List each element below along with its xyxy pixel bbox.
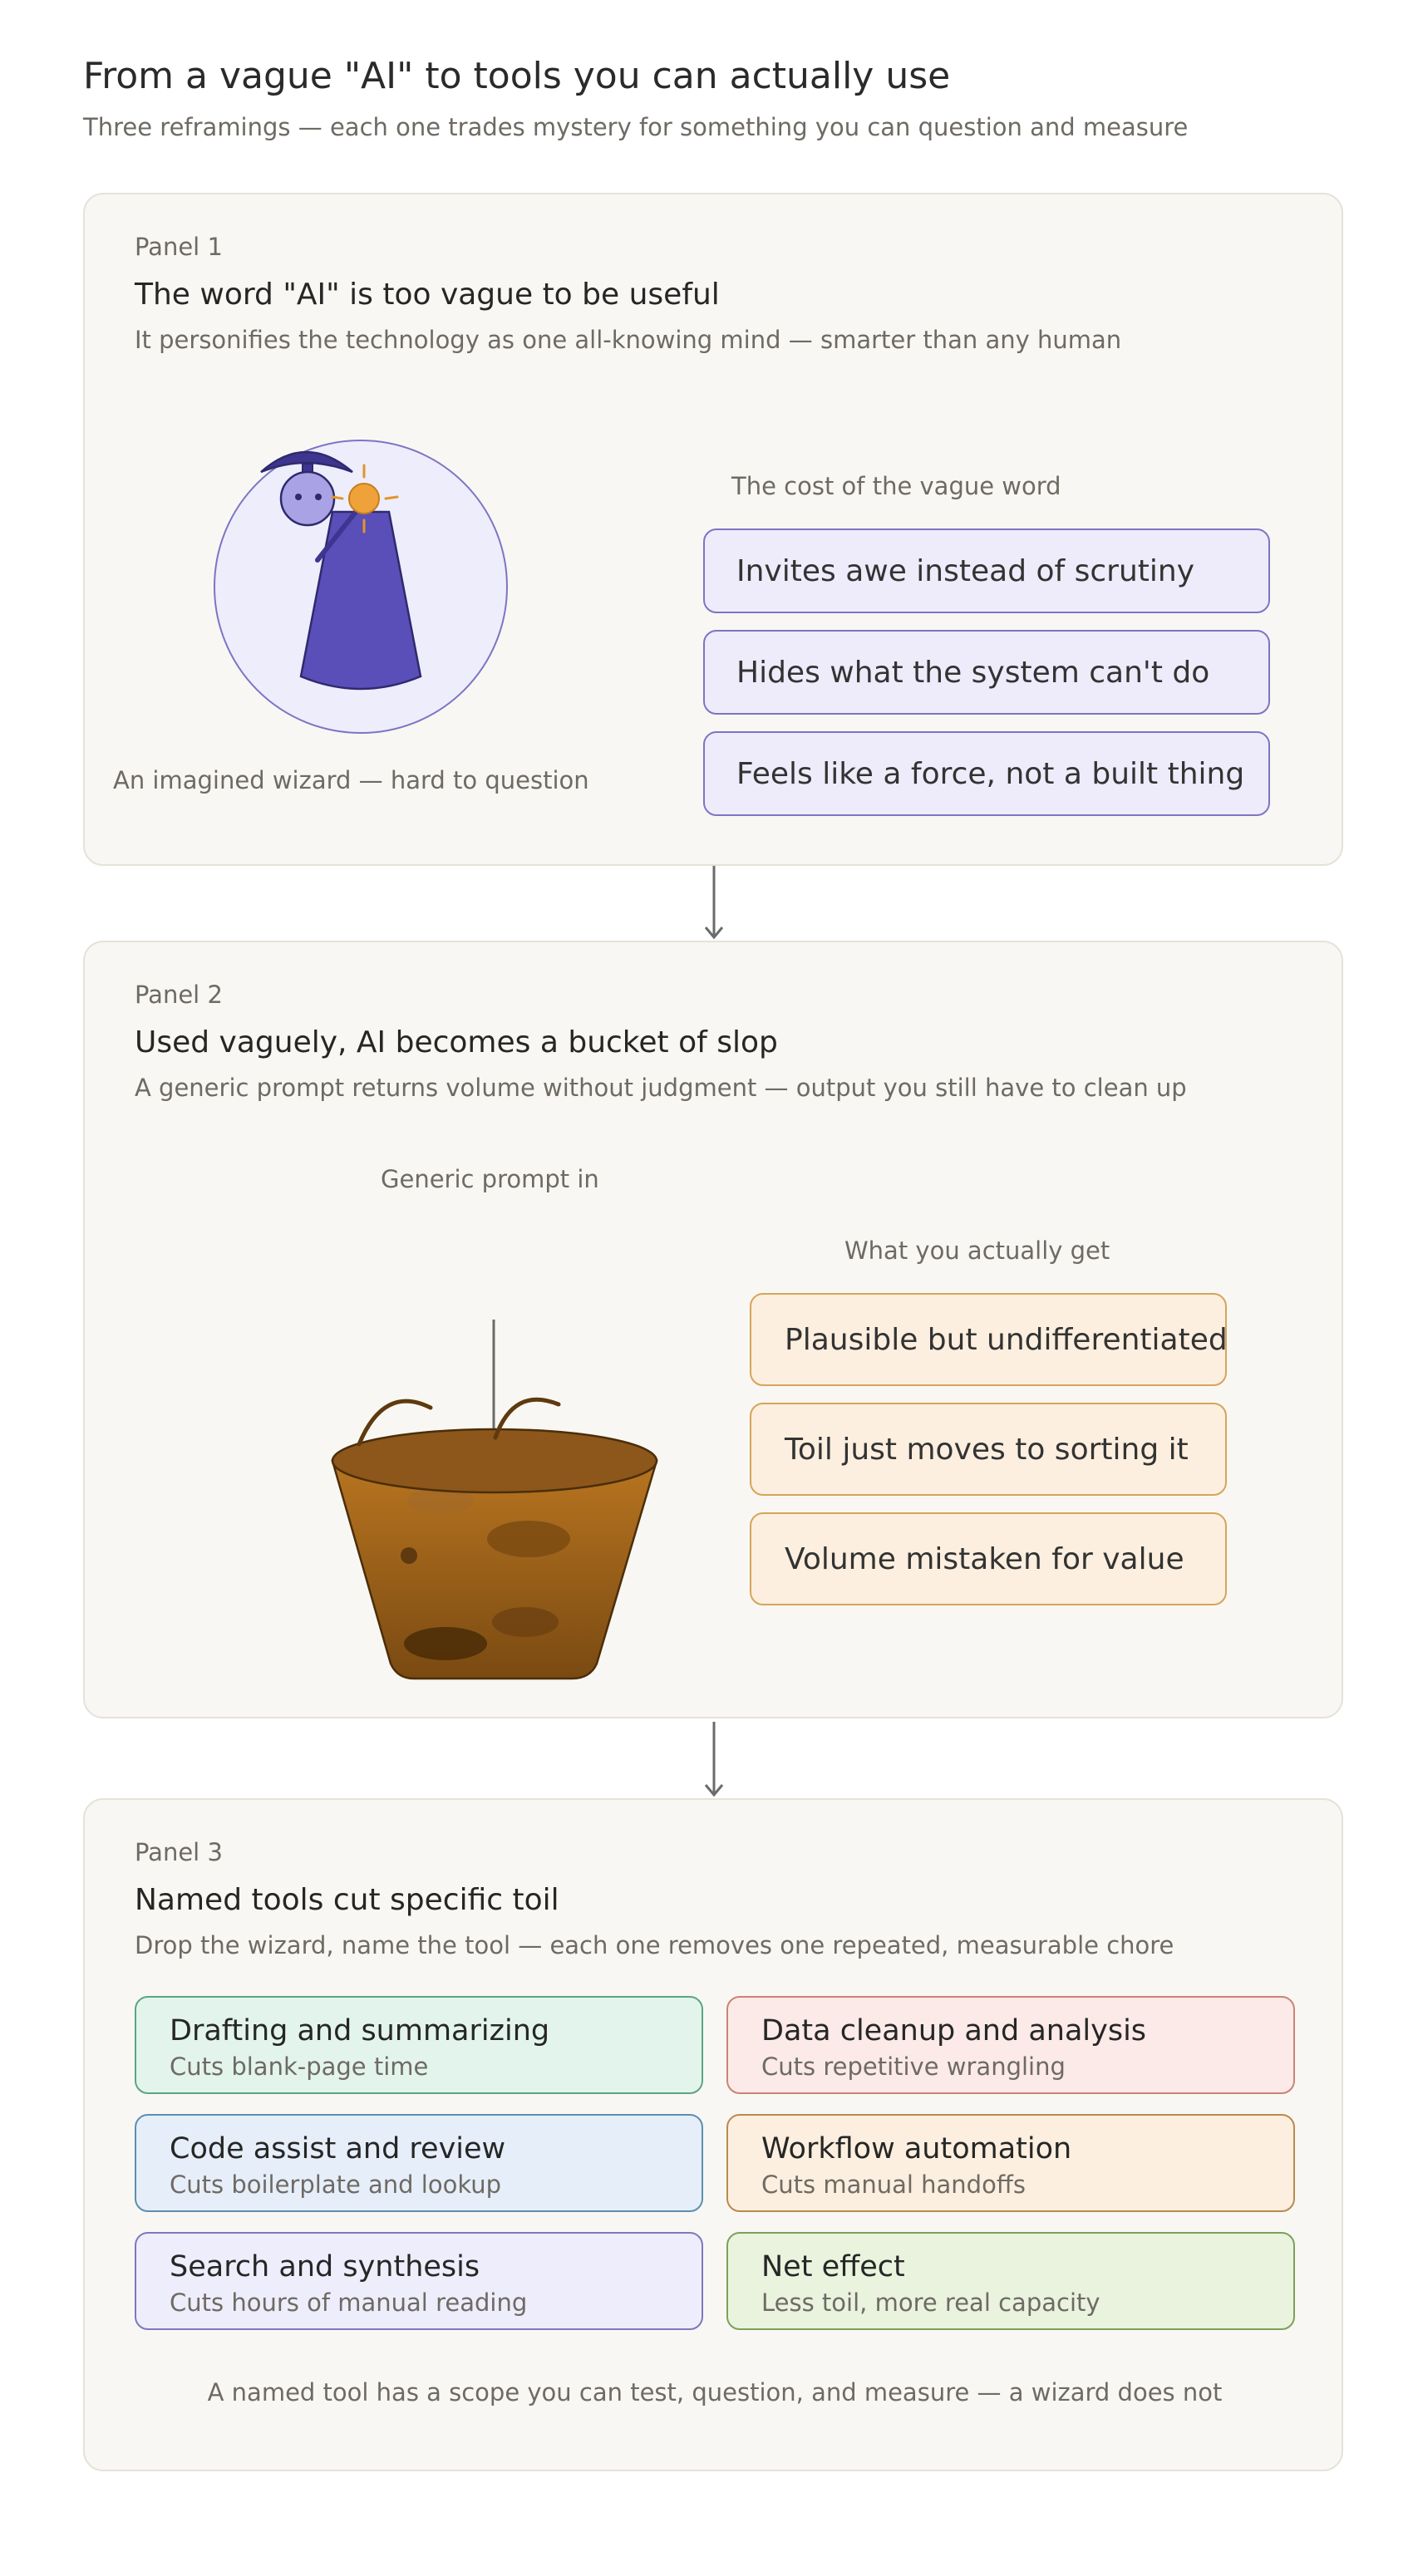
cost-item: Hides what the system can't do xyxy=(703,630,1270,715)
slop-bucket-illustration xyxy=(318,1208,683,1690)
flow-arrow-icon xyxy=(702,1720,726,1798)
tool-card xyxy=(726,2114,1295,2212)
tool-name: Drafting and summarizing xyxy=(170,2014,550,2048)
output-item: Toil just moves to sorting it xyxy=(750,1403,1227,1496)
tool-card xyxy=(135,2232,703,2330)
panel-description: Drop the wizard, name the tool — each one removes one repeated, measurable chore xyxy=(135,1931,1174,1959)
wizard-head-icon xyxy=(281,472,334,525)
panel-heading: Named tools cut specific toil xyxy=(135,1883,559,1917)
flow-arrow-icon xyxy=(702,864,726,941)
tool-effect: Cuts boilerplate and lookup xyxy=(170,2170,502,2199)
panel-heading: Used vaguely, AI becomes a bucket of slop xyxy=(135,1025,778,1059)
panel-kicker: Panel 1 xyxy=(135,233,223,261)
panel-description: A generic prompt returns volume without judgment — output you still have to clean up xyxy=(135,1074,1187,1102)
wizard-illustration xyxy=(209,435,517,743)
output-item: Volume mistaken for value xyxy=(750,1512,1227,1605)
tool-effect: Cuts repetitive wrangling xyxy=(761,2052,1066,2081)
tool-effect: Cuts blank-page time xyxy=(170,2052,429,2081)
tool-name: Search and synthesis xyxy=(170,2250,480,2283)
list-label: What you actually get xyxy=(844,1236,1110,1265)
tool-effect: Cuts hours of manual reading xyxy=(170,2288,528,2317)
wizard-caption: An imagined wizard — hard to question xyxy=(113,766,589,794)
list-label: The cost of the vague word xyxy=(731,472,1061,500)
panel-description: It personifies the technology as one all-knowing mind — smarter than any human xyxy=(135,326,1122,354)
page-subtitle: Three reframings — each one trades mystery for something you can question and measure xyxy=(83,113,1189,141)
bucket-icon xyxy=(332,1461,657,1679)
tool-effect: Less toil, more real capacity xyxy=(761,2288,1100,2317)
prompt-input-label: Generic prompt in xyxy=(381,1165,599,1193)
panel-1 xyxy=(83,193,1343,866)
tool-name: Data cleanup and analysis xyxy=(761,2014,1147,2048)
panel-3 xyxy=(83,1798,1343,2471)
cost-item: Feels like a force, not a built thing xyxy=(703,731,1270,816)
output-item: Plausible but undifferentiated xyxy=(750,1293,1227,1386)
panel-heading: The word "AI" is too vague to be useful xyxy=(135,278,720,312)
net-effect-card xyxy=(726,2232,1295,2330)
tool-card xyxy=(135,2114,703,2212)
tool-name: Net effect xyxy=(761,2250,905,2283)
tool-name: Code assist and review xyxy=(170,2132,506,2166)
panel-2 xyxy=(83,941,1343,1718)
tool-effect: Cuts manual handoffs xyxy=(761,2170,1026,2199)
tool-card xyxy=(135,1996,703,2094)
cost-item: Invites awe instead of scrutiny xyxy=(703,528,1270,613)
tool-name: Workflow automation xyxy=(761,2132,1072,2166)
panel-kicker: Panel 2 xyxy=(135,981,223,1009)
panel-kicker: Panel 3 xyxy=(135,1838,223,1866)
page-title: From a vague "AI" to tools you can actually use xyxy=(83,55,951,97)
footer-note: A named tool has a scope you can test, question, and measure — a wizard does not xyxy=(207,2378,1223,2406)
tool-card xyxy=(726,1996,1295,2094)
